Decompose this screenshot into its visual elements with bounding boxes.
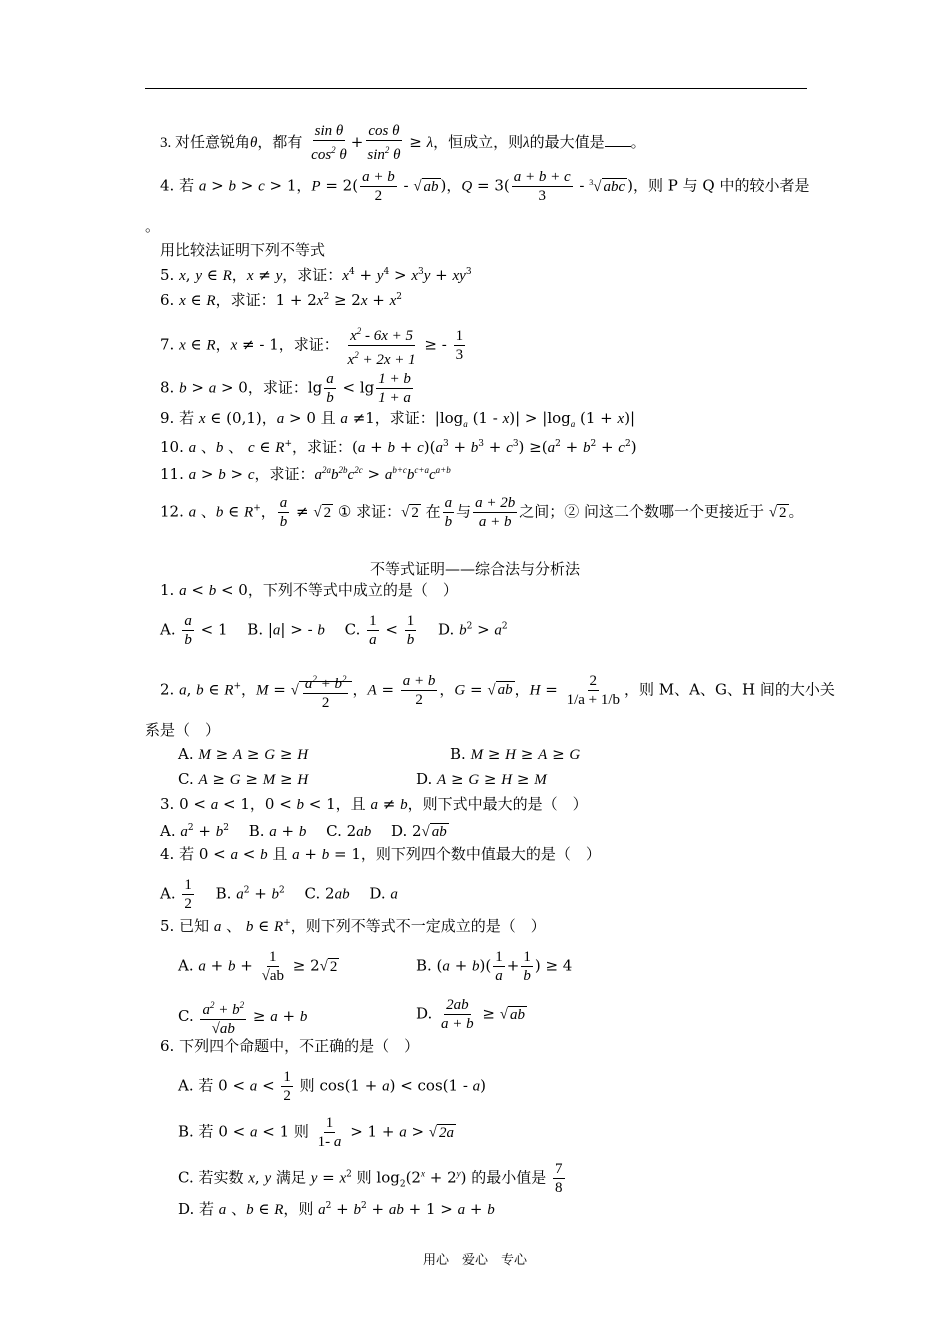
s2-question-2: 2. a, b ∈ R+，M = √ $\frac{a^2 + b^2}{2}$ ，A = $\frac{a + b}{2}$ ，G = √ ab ，H = $\frac{2}{1/a + 1/b}$ ，则 M、A、G、H 间的大小关 [160,670,835,712]
question-6: 6. x ∈ R，求证：$1 + 2x^2 \ge 2x + x^2$ [160,291,403,309]
s2-q6-option-b: B. 若 0 < a < 1 则 $\frac{1}{1- a}$ > 1 + a > √ 2a [178,1115,455,1150]
s2-q5-option-b: B. (a + b)( $\frac{1}{a}$ + $\frac{1}{b}$ ) ≥ 4 [416,949,573,984]
s2-q6-option-a: A. 若 0 < a < $\frac{1}{2}$ 则 cos(1 + a) < cos(1 - a) [178,1069,487,1104]
s2-q5-option-d: D. $\frac{2ab}{a + b}$ ≥ √ ab [416,997,525,1032]
s2-q6-option-c: C. 若实数 x, y 满足 $y = x^2$ 则 $\log_2(2^x + 2^y)$ 的最小值是 $\frac{7}{8}$ [178,1161,563,1196]
s2-question-1-options: A. $\frac{a}{b}$ < 1 B. |a| > - b C. $\frac{1}{a}$ < $\frac{1}{b}$ D. $b^2 > a^2$ [160,613,508,648]
s2-question-1: 1. a < b < 0，下列不等式中成立的是（ ） [160,581,458,599]
s2-q2-option-a: A. M ≥ A ≥ G ≥ H [178,745,309,763]
s2-question-3-options: A. $a^2 + b^2$ B. a + b C. 2ab D. 2√ ab [160,822,447,840]
page-footer: 用心 爱心 专心 [422,1253,527,1268]
s2-question-5: 5. 已知 a 、 b ∈ R+，则下列不等式不一定成立的是（ ） [160,917,546,935]
question-7: 7. x ∈ R，x ≠ - 1，求证： $\frac{x^2 - 6x + 5}{x^2 + 2x + 1}$ ≥ - $\frac{1}{3}$ [160,322,467,369]
section-title: 不等式证明——综合法与分析法 [369,560,580,578]
question-9: 9. 若 x ∈ (0,1)，a > 0 且 a ≠1，求证：$|\log_a$ $(1 - x)| > |\log_a$ (1 + x)| [160,409,636,429]
s2-q2-option-d: D. A ≥ G ≥ H ≥ M [416,770,547,788]
question-11: 11. a > b > c，求证：$a^{2a}b^{2b}c^{2c} > a^{b+c}b^{c+a}c^{a+b}$ [160,465,451,483]
s2-question-6: 6. 下列四个命题中，不正确的是（ ） [160,1037,420,1055]
s2-q5-option-a: A. a + b + $\frac{1}{√ab}$ ≥ 2√ 2 [178,949,338,984]
section-label: 用比较法证明下列不等式 [160,241,326,259]
question-3: 3. 对任意锐角θ，都有 $\frac{\text{sin θ}}{\cos^2 \theta}$ + $\frac{\text{cos θ}}{\sin^2 \theta}$ ≥ λ，恒成立，则λ的最大值是 。 [160,123,646,163]
question-8: 8. b > a > 0，求证：lg $\frac{a}{b}$ < lg $\frac{1 + b}{1 + a}$ [160,371,411,406]
s2-q5-option-c: C. $\frac{a^2 + b^2}{√ab}$ ≥ a + b [178,996,307,1038]
s2-q6-option-d: D. 若 a 、b ∈ R，则 $a^2 + b^2$ + ab + 1 > a + b [178,1200,495,1218]
s2-question-4: 4. 若 0 < a < b 且 a + b = 1，则下列四个数中值最大的是（ ） [160,845,601,863]
question-5: 5. x, y ∈ R，x ≠ y，求证：$x^4 + y^4 > x^3y + xy^3$ [160,266,472,284]
question-4: 4. 若 a > b > c > 1，P = 2( $\frac{a + b}{2}$ - √ ab )，Q = 3( $\frac{a + b + c}{3}$ - $^3$√ abc )，则 P 与 Q 中的较小者是 [160,169,810,204]
question-10: 10. a 、b 、 c ∈ R+，求证：$(a + b + c)(a^3 + b^3 + c^3) \ge(a^2 + b^2 + c^2)$ [160,438,637,456]
s2-q2-option-b: B. M ≥ H ≥ A ≥ G [450,745,581,763]
header-rule [145,88,807,89]
question-4-end: 。 [145,217,161,235]
s2-question-4-options: A. $\frac{1}{2}$ B. $a^2 + b^2$ C. 2ab D. a [160,877,398,912]
question-12: 12. a 、b ∈ R+， $\frac{a}{b}$ ≠ √ 2 ① 求证：√ 2 在 $\frac{a}{b}$ 与 $\frac{a + 2b}{a + b}$ 之间；② 问这二个数哪一个更接近于 √ 2 。 [160,495,804,530]
s2-question-3: 3. 0 < a < 1，0 < b < 1，且 a ≠ b，则下式中最大的是（ ） [160,795,588,813]
s2-question-2-cont: 系是（ ） [145,721,221,739]
s2-q2-option-c: C. A ≥ G ≥ M ≥ H [178,770,309,788]
